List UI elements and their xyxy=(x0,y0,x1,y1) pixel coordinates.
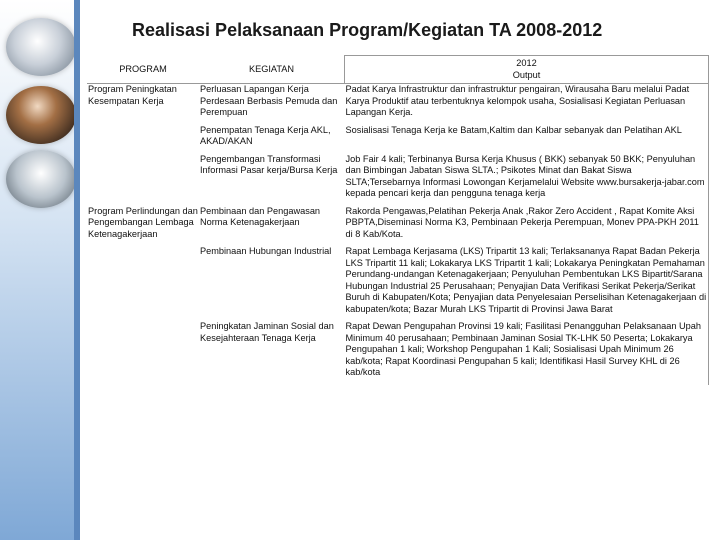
photo-circle-top xyxy=(6,18,76,76)
cell-kegiatan: Peningkatan Jaminan Sosial dan Kesejahteraan Tenaga Kerja xyxy=(200,321,334,343)
table-row xyxy=(87,206,709,247)
cell-kegiatan: Perluasan Lapangan Kerja Perdesaan Berbasis Pemuda dan Perempuan xyxy=(199,84,345,125)
table-header-row xyxy=(87,56,709,84)
table-row xyxy=(87,246,709,321)
table-row xyxy=(87,154,709,206)
cell-output: Sosialisasi Tenaga Kerja ke Batam,Kaltim dan Kalbar sebanyak dan Pelatihan AKL xyxy=(345,125,709,154)
table-row xyxy=(87,125,709,154)
cell-kegiatan: Pembinaan dan Pengawasan Norma Ketenagakerjaan xyxy=(200,205,321,227)
slide-title: Realisasi Pelaksanaan Program/Kegiatan TA 2008-2012 xyxy=(132,20,603,40)
header-program: PROGRAM xyxy=(119,63,167,74)
cell-program xyxy=(87,321,199,385)
cell-program xyxy=(87,154,199,206)
sidebar-accent-bar xyxy=(74,0,80,540)
cell-kegiatan: Pembinaan Hubungan Industrial xyxy=(200,246,332,256)
header-output-label: Output xyxy=(512,69,541,80)
photo-circle-middle xyxy=(6,86,76,144)
cell-program: Program Perlindungan dan Pengembangan Lembaga Ketenagakerjaan xyxy=(88,205,198,239)
realisasi-table xyxy=(87,55,709,385)
cell-kegiatan: Penempatan Tenaga Kerja AKL, AKAD/AKAN xyxy=(200,124,331,146)
cell-output: Rapat Dewan Pengupahan Provinsi 19 kali; Fasilitasi Penangguhan Pelaksanaan Upah Minimum 40 perusahaan; Pembinaan Jaminan Sosial TK-LHK 50 Peserta; Lokakarya Pengupahan 1 kali; Workshop Pengupahan 1 Kali; Sosialisasi Upah Minimum 26 kab/kota; Rapat Koordinasi Pengupahan 5 kali; Identifikasi Hasil Survey KHL di 26 kab/kota xyxy=(345,321,709,385)
cell-output: Rakorda Pengawas,Pelatihan Pekerja Anak ,Rakor Zero Accident , Rapat Komite Aksi PBPTA,Diseminasi Norma K3, Pembinaan Pekerja Perempuan, Monev PPA-PKH 2011 di 8 Kab/Kota. xyxy=(345,206,709,247)
table-row xyxy=(87,321,709,385)
header-output-year: 2012 xyxy=(516,58,537,68)
header-kegiatan: KEGIATAN xyxy=(248,63,295,74)
cell-output: Job Fair 4 kali; Terbinanya Bursa Kerja Khusus ( BKK) sebanyak 50 BKK; Penyuluhan dan Bimbingan Jabatan Siswa SLTA.; Psikotes Minat dan Bakat Siswa SLTA;Tersebarnya Informasi Lowongan Kerjamelalui Website www.bursakerja-jabar.com kepada pencari kerja dan pengguna tenaga kerja xyxy=(345,154,709,206)
cell-output: Rapat Lembaga Kerjasama (LKS) Tripartit 13 kali; Terlaksananya Rapat Badan Pekerja LKS Tripartit 11 kali; Lokakarya LKS Tripartit 1 kali; Lokakarya Peningkatan Pemahaman Perundang-undangan Ketenagakerjaan; Penyuluhan Pembentukan LKS Bipartit/Sarana Hubungan Industrial 25 Perusahaan; Penyajian Data Verifikasi Serikat Pekerja/Serikat Buruh di Kabupaten/Kota; Penyajian data Penyelesaian Perselisihan Ketenagakerjaan di kabupaten/kota; Bazar Murah LKS Tripartit di Provinsi Jawa Barat xyxy=(345,246,709,321)
cell-kegiatan: Pengembangan Transformasi Informasi Pasar kerja/Bursa Kerja xyxy=(200,153,338,175)
cell-program xyxy=(87,246,199,321)
header-output xyxy=(345,56,709,84)
cell-output: Padat Karya Infrastruktur dan infrastruktur pengairan, Wirausaha Baru melalui Padat Karya Produktif atau terbentuknya kelompok usaha, Sosialisasi Kegiatan Perluasan Lapangan Kerja. xyxy=(345,84,709,125)
photo-circle-bottom xyxy=(6,150,76,208)
cell-program: Program Peningkatan Kesempatan Kerja xyxy=(87,84,199,125)
decorative-sidebar xyxy=(0,0,80,540)
cell-program xyxy=(87,125,199,154)
table-row xyxy=(87,84,709,125)
